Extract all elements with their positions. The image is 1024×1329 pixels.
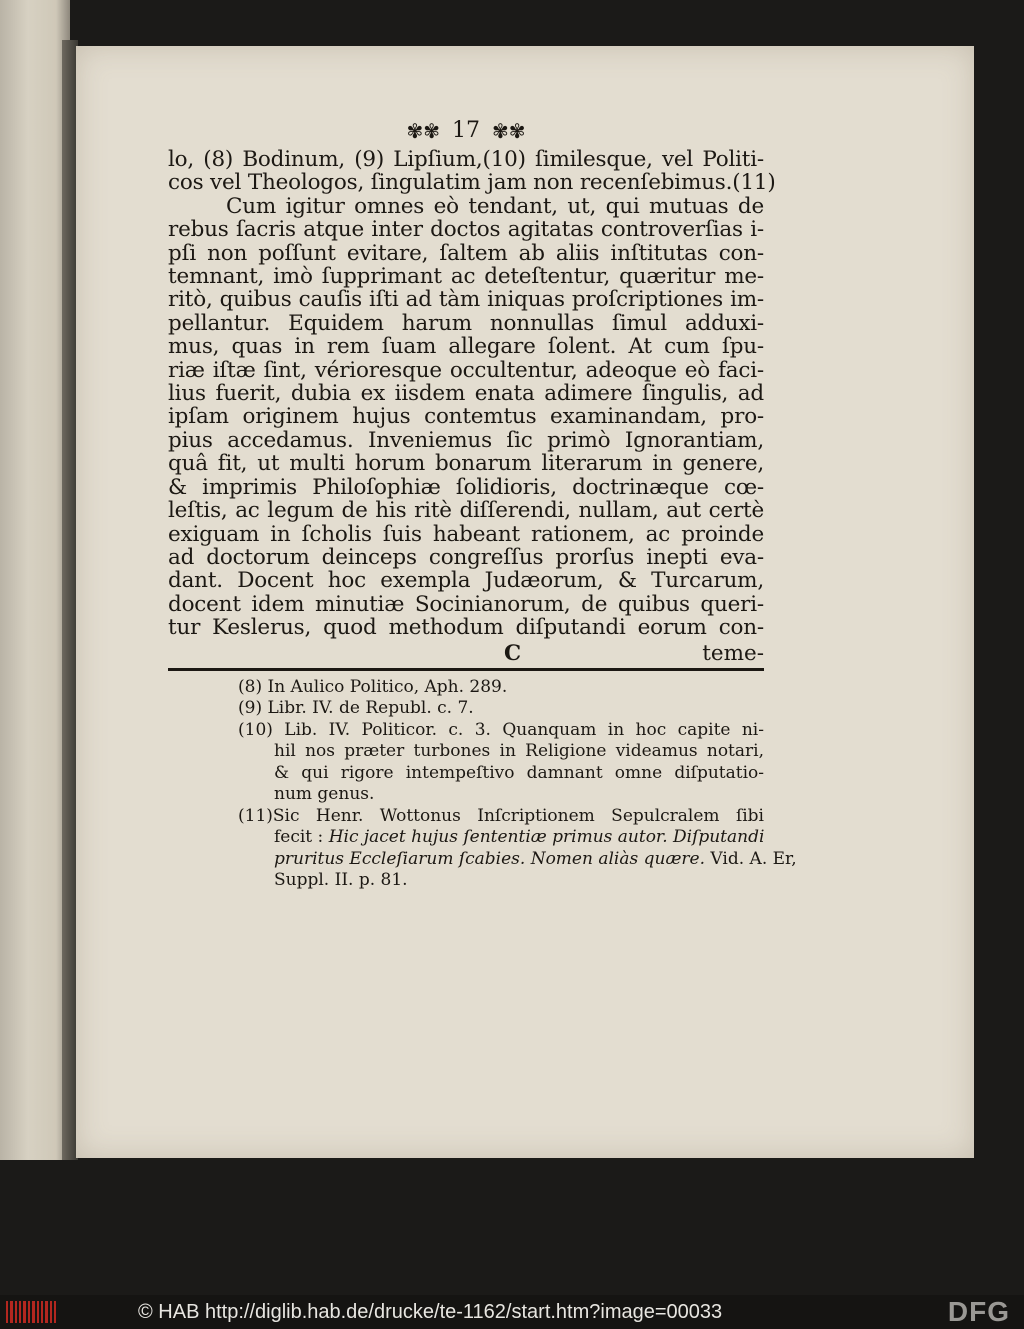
footnote-10-line: num genus. [274, 784, 375, 805]
catchword: teme- [702, 640, 764, 666]
body-line: tur Keslerus, quod methodum diſputandi eorum con- [168, 615, 764, 641]
footnote-10-line: & qui rigore intempeſtivo damnant omne diſputatio- [274, 762, 764, 783]
ornament-right-icon: ✾✾ [492, 119, 526, 143]
body-line: riæ iſtæ ſint, vérioresque occultentur, adeoque eò faci- [168, 357, 764, 383]
footnote-divider [168, 668, 764, 671]
body-line: ritò, quibus cauſis iſti ad tàm iniquas proſcriptiones im- [168, 287, 764, 313]
body-line: pius accedamus. Inveniemus ſic primò Ignorantiam, [168, 427, 764, 453]
footnote-9: (9) Libr. IV. de Republ. c. 7. [238, 698, 474, 719]
footnote-11-line [168, 827, 764, 849]
footnote-10: (10) Lib. IV. Politicor. c. 3. Quanquam in hoc capite ni- [238, 719, 764, 740]
epitaph-text: pruritus Eccleſiarum ſcabies. Nomen aliàs quære. [274, 848, 706, 869]
body-line: lo, (8) Bodinum, (9) Lipſium,(10) ſimilesque, vel Politi- [168, 147, 764, 172]
facing-page-edge [0, 0, 70, 1160]
viewer-footer [0, 1295, 1024, 1329]
footnote-8: (8) In Aulico Politico, Aph. 289. [238, 676, 508, 697]
footnote-11-line: Suppl. II. p. 81. [274, 870, 408, 891]
body-line: pſi non poſſunt evitare, ſaltem ab aliis inſtitutas con- [168, 240, 764, 266]
body-line: cos vel Theologos, ſingulatim jam non recenſebimus.(11) [168, 170, 776, 196]
footnote-11-text: fecit : [274, 827, 329, 848]
dfg-logo: DFG [947, 1296, 1010, 1327]
body-line: ipſam originem hujus contemtus examinandam, pro- [168, 404, 764, 430]
body-line: pellantur. Equidem harum nonnullas ſimul adduxi- [168, 310, 764, 336]
footnote-11: (11)Sic Henr. Wottonus Inſcriptionem Sepulcralem ſibi [238, 805, 764, 826]
ornament-left-icon: ✾✾ [406, 119, 440, 143]
footnote-11-text: Vid. A. Er, [705, 848, 797, 869]
signature-row [168, 642, 764, 666]
page-number: 17 [452, 118, 480, 143]
footnote-11-line [168, 848, 797, 871]
body-line: & imprimis Philoſophiæ ſolidioris, doctrinæque cœ- [168, 474, 764, 500]
book-page [76, 46, 974, 1158]
page-header [168, 116, 764, 146]
body-line: exiguam in ſcholis ſuis habeant rationem, ac proinde [168, 521, 764, 547]
barcode-icon [6, 1301, 56, 1323]
signature-mark: C [504, 640, 522, 666]
body-line: ad doctorum deinceps congreſſus prorſus inepti eva- [168, 544, 764, 570]
body-line: mus, quas in rem ſuam allegare ſolent. At cum ſpu- [168, 334, 764, 360]
epitaph-text: Hic jacet hujus ſententiæ primus autor. Diſputandi [328, 827, 765, 848]
body-line: quâ fit, ut multi horum bonarum literarum in genere, [168, 451, 764, 477]
body-line: lius fuerit, dubia ex iisdem enata adimere ſingulis, ad [168, 381, 764, 407]
body-line: temnant, imò ſupprimant ac deteſtentur, quæritur me- [168, 264, 764, 290]
body-line: docent idem minutiæ Socinianorum, de quibus queri- [168, 591, 764, 617]
footnote-10-line: hil nos præter turbones in Religione videamus notari, [274, 741, 764, 762]
body-line: leſtis, ac legum de his ritè diſſerendi, nullam, aut certè [168, 498, 764, 524]
body-line: dant. Docent hoc exempla Judæorum, & Turcarum, [168, 568, 764, 594]
body-line: rebus ſacris atque inter doctos agitatas controverſias i- [168, 217, 764, 243]
page-content [168, 116, 797, 892]
copyright-link[interactable]: © HAB http://diglib.hab.de/drucke/te-1162/start.htm?image=00033 [138, 1301, 723, 1323]
body-line: Cum igitur omnes eò tendant, ut, qui mutuas de [226, 193, 764, 219]
